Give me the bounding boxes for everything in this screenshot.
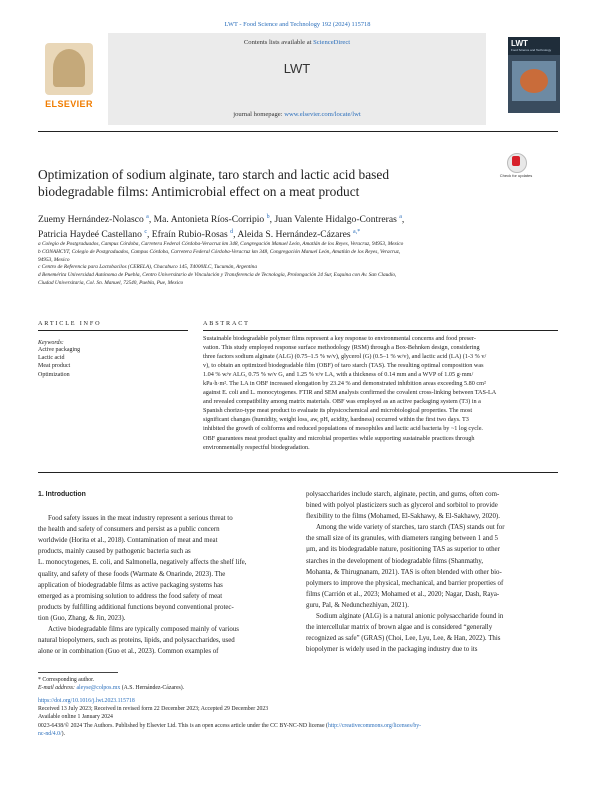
body-line: Active biodegradable films are typically composed mainly of various [48, 626, 239, 634]
abstract-line: three factors sodium alginate (ALG) (0.75–1.5 % w/v), glycerol (G) (0.5–1 % w/v), and lactic acid (LA) (1-3 % v/ [203, 353, 487, 361]
journal-reference[interactable]: LWT - Food Science and Technology 192 (2024) 115718 [224, 21, 371, 28]
body-line: products by fulfilling additional functions beyond conventional protec- [38, 603, 234, 611]
affiliations [38, 241, 558, 288]
body-line: worldwide (Horita et al., 2018). Contamination of meat and meat [38, 537, 218, 545]
sciencedirect-link[interactable]: ScienceDirect [313, 39, 351, 46]
journal-name: LWT [283, 61, 311, 76]
body-line: bined with polyol plasticizers such as glycerol and sorbitol to provide [306, 502, 498, 510]
body-line: L. monocytogenes, E. coli, and Salmonella, negatively affects the shelf life, [38, 559, 247, 567]
crossmark-badge[interactable] [499, 153, 533, 185]
received-dates: Received 13 July 2023; Received in revised form 22 December 2023; Accepted 29 December 2023 [38, 706, 269, 713]
article-title [38, 166, 478, 200]
abstract-line: v), to obtain an optimized biodegradable film (OBF) of taro starch (TAS). The resulting optimal composition was [203, 362, 484, 370]
body-line: Food safety issues in the meat industry represent a serious threat to [48, 515, 233, 523]
affiliation: Ciudad Universitaria, Col. Sn. Manuel, 72540, Puebla, Pue, Mexico [38, 279, 184, 286]
body-line: the health and safety of consumers and persist as a public concern [38, 526, 220, 534]
crossmark-icon [512, 156, 520, 166]
tree-icon [45, 43, 93, 95]
affiliation: d Benemérita Universidad Autónoma de Puebla, Centro Universitario de Vinculación y Transferencia de Tecnología, Prolongación 24 Sur, Esquina con Av. San Claudio, [38, 272, 397, 279]
keyword: Active packaging [38, 347, 81, 353]
abstract-line: and revealed compatibility among matrix materials. OBF was employed as an active packaging system (T3) in a [203, 398, 481, 406]
keyword: Optimization [38, 371, 70, 378]
abstract-line: OBF guarantees meat product quality and microbial properties while supporting sustainable practices through [203, 434, 475, 442]
body-line: quality, and safety of these foods (Warmate & Onarinde, 2023). The [38, 570, 226, 578]
author-affil-mark[interactable]: a,* [353, 229, 361, 236]
contents-line [108, 39, 486, 46]
article-info-rule [38, 330, 188, 331]
body-line: biopolymer is widely used in the packaging industry due to its [306, 646, 478, 654]
section-heading: 1. Introduction [38, 491, 86, 498]
abstract-line: significant changes (humidity, weight loss, aw, pH, acidity, hardness) occurred within the first two days. T3 [203, 416, 469, 424]
email-label: E-mail address: [38, 685, 77, 692]
body-line: alone or in combination (Guo et al., 2023). Common examples of [38, 648, 219, 656]
author-affil-mark[interactable]: d [230, 229, 234, 236]
email-link[interactable]: aleyse@colpos.mx [76, 685, 121, 692]
homepage-link[interactable]: www.elsevier.com/locate/lwt [284, 111, 361, 118]
affiliation: a Colegio de Postgraduados, Campus Córdoba, Carretera Federal Córdoba-Veracruz km 348, Congregación Manuel León, Amatlán de los Reyes, Veracruz, 94953, Mexico [38, 241, 404, 247]
author-list: Zuemy Hernández-Nolasco $^a$, Ma. Antonieta Ríos-Corripio $^b$, Juan Valente Hidalgo-Contreras $^a$, Patricia Haydeé Castellano $^c$, Efraín Rubio-Rosas $^d$, Aleida S. Hernández-Cázares $^{a,*}$ [38, 214, 405, 241]
author-affil-mark[interactable]: b [266, 214, 270, 220]
body-line: Among the wide variety of starches, taro starch (TAS) stands out for [316, 524, 505, 532]
cover-title: LWT [511, 39, 528, 48]
footnotes [38, 672, 558, 693]
author-affil-mark[interactable]: a [399, 214, 402, 220]
title-line-1: Optimization of sodium alginate, taro starch and lactic acid based [38, 167, 390, 182]
title-line-2: biodegradable films: Antimicrobial effect on a meat product [38, 184, 360, 199]
abstract-heading: ABSTRACT [203, 320, 250, 327]
body-line: guru, Pal, & Nedunchezhiyan, 2021). [306, 601, 409, 609]
keywords-block [38, 336, 188, 379]
body-line: flexibility to the films (Mohamed, El-Sakhawy, & El-Sakhawy, 2020). [306, 513, 500, 521]
cover-subtitle: Food Science and Technology [511, 48, 552, 52]
abstract-body [203, 334, 558, 452]
article-info-heading: ARTICLE INFO [38, 320, 102, 327]
corresponding-author: * Corresponding author. [38, 677, 95, 683]
abstract-line: kPa·h·m². The LA in OBF increased elongation by 23.24 % and demonstrated inhibition areas exceeding 5.80 cm² [203, 380, 486, 388]
author: Zuemy Hernández-Nolasco [38, 214, 144, 226]
abstract-line: Sustainable biodegradable polymer films represent a key response to environmental concerns and food preser- [203, 335, 476, 342]
journal-cover-image[interactable] [508, 37, 560, 113]
body-line: natural biopolymers, such as proteins, lipids, and polysaccharides, used [38, 637, 235, 645]
abstract-line: environmentally respectful biodegradation. [203, 443, 310, 451]
body-line: Mohanta, & Thirugnanam, 2021). TAS is often blended with other bio- [306, 568, 502, 576]
abstract-line: 1.04 % w/v ALG, 0.75 % w/v G, and 1.25 % v/v LA, with a thickness of 0.14 mm and a WVP of 1.05 g·mm/ [203, 371, 474, 379]
footnote-rule [38, 672, 118, 673]
header-rule [38, 131, 558, 132]
body-line: films (Carrión et al., 2023; Mohamed et al., 2020; Nagar, Dash, Raya- [306, 590, 500, 598]
journal-banner [108, 33, 486, 125]
abstract-line: vation. This study employed response surface methodology (RSM) through a Box-Behnken design, considering [203, 344, 480, 352]
body-left-column [38, 489, 294, 657]
abstract-line: inhibited the growth of coliforms and reduced populations of mesophiles and lactic acid bacteria by ~1 log cycle. [203, 425, 483, 433]
body-right-column [306, 489, 558, 655]
body-line: application of biodegradable films as active packaging systems has [38, 581, 223, 589]
author: Patricia Haydeé Castellano [38, 229, 142, 241]
author-affil-mark[interactable]: c [144, 229, 147, 236]
author: Juan Valente Hidalgo-Contreras [274, 214, 397, 226]
abstract-line: against E. coli and L. monocytogenes. FTIR and SEM analysis confirmed the covalent cross-linking between TAS-LA [203, 389, 497, 397]
license-link[interactable]: http://creativecommons.org/licenses/by- [327, 722, 422, 729]
body-line: emerged as a promising solution to address the food safety of meat [38, 592, 223, 600]
keywords-label: Keywords: [38, 340, 64, 346]
abstract [203, 320, 558, 452]
body-line: tion (Guo, Zhang, & Jin, 2023). [38, 614, 126, 622]
body-line: polysaccharides include starch, alginate, pectin, and gums, often com- [306, 491, 500, 498]
elsevier-logo [38, 41, 98, 121]
journal-header [38, 33, 558, 128]
homepage-line [108, 111, 486, 118]
body-line: polymers to improve the physical, mechanical, and barrier properties of [306, 579, 504, 587]
body-line: products, mainly caused by pathogenic bacteria such as [38, 548, 191, 556]
body-line: the small size of its granules, with diameters ranging between 1 and 5 [306, 535, 498, 543]
body-line: starches in the development of biodegradable films (Shanmathy, [306, 557, 484, 565]
author: Efraín Rubio-Rosas [151, 229, 228, 241]
article-info [38, 320, 188, 327]
publisher-name: ELSEVIER [45, 99, 93, 109]
abstract-bottom-rule [38, 472, 558, 473]
homepage-label: journal homepage: [233, 111, 285, 118]
online-date: Available online 1 January 2024 [38, 714, 113, 721]
affiliation: 94953, Mexico [38, 256, 70, 263]
body-line: Sodium alginate (ALG) is a natural anionic polysaccharide found in [316, 613, 504, 621]
crossmark-label: Check for updates [499, 173, 533, 178]
body-line: the intercellular matrix of brown algae and is considered “generally [306, 624, 493, 632]
publication-info [38, 697, 558, 738]
email-suffix: (A.S. Hernández-Cázares). [120, 685, 185, 692]
license-line [38, 722, 558, 730]
affiliation: c Centro de Referencia para Lactobacilos (CERELA), Chacabuco 145, T4000ILC, Tucumán, Argentina [38, 264, 257, 271]
license-line-2 [38, 730, 558, 738]
body-line: µm, and its biodegradable nature, positioning TAS as superior to other [306, 546, 500, 554]
author-affil-mark[interactable]: a [146, 214, 149, 220]
doi-link[interactable]: https://doi.org/10.1016/j.lwt.2023.115718 [38, 698, 135, 704]
keyword: Meat product [38, 363, 71, 370]
body-line: recognized as safe” (GRAS) (Choi, Lee, Lyu, Lee, & Han, 2022). This [306, 635, 501, 643]
license-text: 0023-6438/© 2024 The Authors. Published by Elsevier Ltd. This is an open access article under the CC BY-NC-ND license ( [38, 722, 328, 729]
abstract-line: Spanish chorizo-type meat product to evaluate its physicochemical and microbiological properties. The most [203, 407, 473, 415]
email-line [38, 684, 558, 692]
contents-label: Contents lists available at [243, 39, 314, 46]
keyword: Lactic acid [38, 355, 65, 362]
author: Ma. Antonieta Ríos-Corripio [153, 214, 265, 226]
license-suffix: ). [61, 730, 66, 737]
license-link-cont[interactable]: nc-nd/4.0/ [38, 730, 62, 737]
author: Aleida S. Hernández-Cázares [237, 229, 351, 241]
affiliation: b CONAHCYT, Colegio de Postgraduados, Campus Córdoba, Carretera Federal Córdoba-Veracruz km 348, Congregación Manuel León, Amatlán de los Reyes, Veracruz, [38, 248, 401, 255]
